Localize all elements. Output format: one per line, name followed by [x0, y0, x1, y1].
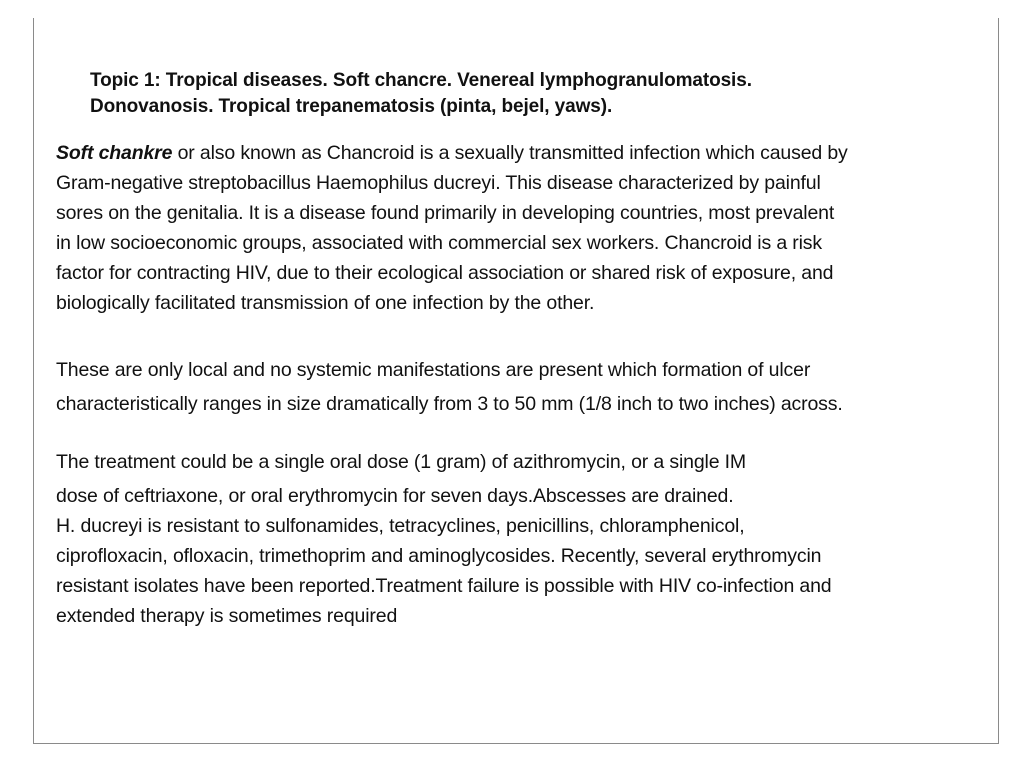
topic-heading-line-1: Topic 1: Tropical diseases. Soft chancre. Venereal lymphogranulomatosis.: [90, 70, 752, 91]
paragraph-3-line-4: ciprofloxacin, ofloxacin, trimethoprim and aminoglycosides. Recently, several erythromycin: [56, 545, 822, 567]
paragraph-3-line-2: dose of ceftriaxone, or oral erythromycin for seven days.Abscesses are drained.: [56, 485, 734, 507]
paragraph-treatment: [56, 447, 976, 631]
topic-heading: [90, 68, 970, 120]
paragraph-1-line-5: factor for contracting HIV, due to their ecological association or shared risk of exposure, and: [56, 262, 834, 284]
paragraph-3-line-3: H. ducreyi is resistant to sulfonamides, tetracyclines, penicillins, chloramphenicol,: [56, 515, 745, 537]
paragraph-2-line-1: These are only local and no systemic manifestations are present which formation of ulcer: [56, 359, 811, 381]
paragraph-1-line-1-rest: or also known as Chancroid is a sexually transmitted infection which caused by: [172, 142, 848, 164]
paragraph-3-line-1: The treatment could be a single oral dose (1 gram) of azithromycin, or a single IM: [56, 451, 747, 473]
paragraph-1-line-4: in low socioeconomic groups, associated with commercial sex workers. Chancroid is a risk: [56, 232, 823, 254]
paragraph-1-line-6: biologically facilitated transmission of one infection by the other.: [56, 292, 595, 314]
paragraph-3-line-5: resistant isolates have been reported.Treatment failure is possible with HIV co-infection and: [56, 575, 832, 597]
paragraph-1-line-2: Gram-negative streptobacillus Haemophilus ducreyi. This disease characterized by painful: [56, 172, 821, 194]
paragraph-2-line-2: characteristically ranges in size dramatically from 3 to 50 mm (1/8 inch to two inches) across.: [56, 393, 843, 415]
lead-term: Soft chankre: [56, 142, 173, 164]
paragraph-manifestations: [56, 353, 976, 421]
paragraph-soft-chancre: [56, 138, 976, 318]
paragraph-3-line-6: extended therapy is sometimes required: [56, 605, 398, 627]
topic-heading-line-2: Donovanosis. Tropical trepanematosis (pinta, bejel, yaws).: [90, 96, 613, 117]
paragraph-1-line-1: [56, 138, 976, 168]
paragraph-1-line-3: sores on the genitalia. It is a disease found primarily in developing countries, most prevalent: [56, 202, 835, 224]
